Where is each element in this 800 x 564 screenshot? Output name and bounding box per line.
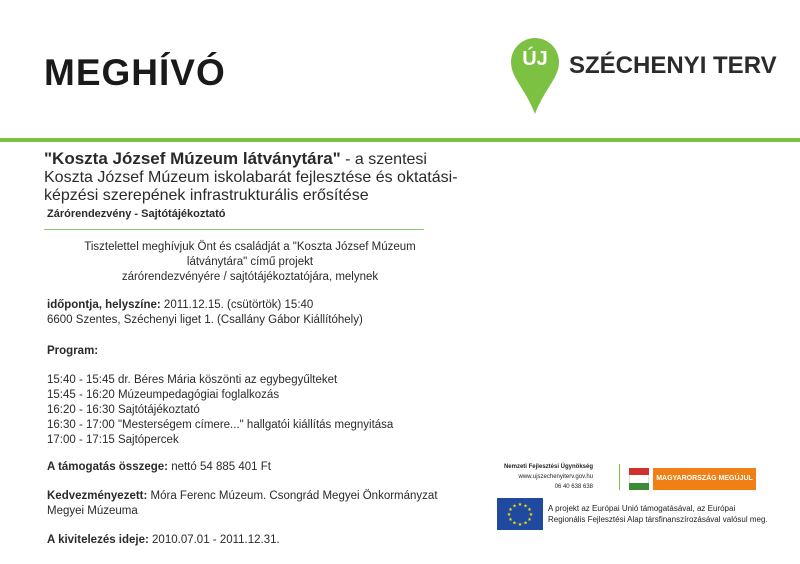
beneficiary-label: Kedvezményezett:	[47, 490, 148, 502]
footer-logos	[495, 460, 785, 535]
date-place-label: időpontja, helyszíne:	[47, 299, 161, 311]
svg-text:★: ★	[508, 507, 513, 513]
support-label: A támogatás összege:	[47, 461, 168, 473]
program-item: 15:40 - 15:45 dr. Béres Mária köszönti az egybegyűlteket	[47, 374, 338, 386]
agency-phone: 06 40 638 638	[554, 484, 593, 490]
beneficiary	[47, 489, 438, 519]
agency-website: www.ujszechenyiterv.gov.hu	[518, 474, 593, 480]
project-title-bold: "Koszta József Múzeum látványtára"	[44, 149, 341, 168]
svg-text:★: ★	[506, 512, 512, 518]
event-subtitle: Zárórendezvény - Sajtótájékoztató	[47, 208, 226, 220]
intro-line: Tisztelettel meghívjuk Önt és családját a "Koszta József Múzeum	[84, 241, 416, 253]
hungarian-flag-icon	[629, 468, 649, 490]
program-item: 16:30 - 17:00 "Mesterségem címere..." hallgatói kiállítás megnyitása	[47, 419, 394, 431]
program-item: 15:45 - 16:20 Múzeumpedagógiai foglalkozás	[47, 389, 280, 401]
support-value: nettó 54 885 401 Ft	[168, 461, 271, 473]
intro-line: látványtára" című projekt	[186, 256, 314, 268]
svg-text:★: ★	[517, 502, 523, 508]
period-value: 2010.07.01 - 2011.12.31.	[148, 534, 280, 546]
magyarorszag-megujul-badge: MAGYARORSZÁG MEGÚJUL	[653, 468, 756, 490]
svg-text:★: ★	[523, 503, 528, 510]
project-title-rest: szentesi Koszta József Múzeum iskolabarát fejlesztése és oktatási-képzési szerepének infrastrukturális erősítése	[44, 151, 458, 204]
invitation-intro	[40, 240, 460, 285]
eu-flag-icon	[497, 498, 543, 530]
date-place-value: 2011.12.15. (csütörtök) 15:40	[160, 299, 314, 311]
footer-divider	[619, 464, 620, 490]
address: 6600 Szentes, Széchenyi liget 1. (Csallány Gábor Kiállítóhely)	[47, 314, 363, 326]
svg-text:★: ★	[527, 507, 532, 513]
program-list	[47, 373, 393, 448]
program-label: Program:	[47, 345, 99, 357]
date-place	[47, 298, 363, 328]
svg-text:★: ★	[527, 517, 532, 523]
beneficiary-value-2: Megyei Múzeuma	[47, 505, 138, 517]
svg-text:★: ★	[523, 520, 528, 527]
agency-name: Nemzeti Fejlesztési Ügynökség	[503, 464, 593, 470]
svg-text:★: ★	[512, 503, 517, 510]
header-divider	[0, 138, 800, 142]
beneficiary-value: Móra Ferenc Múzeum. Csongrád Megyei Önkormányzat	[147, 490, 438, 502]
svg-text:★: ★	[517, 522, 523, 528]
intro-line: zárórendezvényére / sajtótájékoztatójára, melynek	[121, 271, 379, 283]
szechenyi-terv-logo	[509, 36, 779, 116]
svg-text:★: ★	[508, 517, 513, 523]
logo-pin-label: ÚJ	[522, 48, 548, 70]
period-label: A kivitelezés ideje:	[47, 534, 149, 546]
eu-funding-note: A projekt az Európai Unió támogatásával, az Európai Regionális Fejlesztési Alap társfinanszírozásával valósul meg.	[548, 504, 768, 524]
project-title-dash: - a	[340, 151, 364, 168]
implementation-period	[47, 533, 280, 548]
svg-text:★: ★	[512, 520, 517, 527]
support-amount	[47, 460, 271, 475]
subtitle-divider	[44, 229, 424, 230]
project-title	[44, 150, 464, 205]
program-item: 17:00 - 17:15 Sajtópercek	[47, 434, 179, 446]
program-item: 16:20 - 16:30 Sajtótájékoztató	[47, 404, 200, 416]
logo-brand-text: SZÉCHENYI TERV	[569, 52, 777, 79]
svg-text:★: ★	[528, 512, 534, 518]
page-title: MEGHÍVÓ	[44, 52, 226, 93]
